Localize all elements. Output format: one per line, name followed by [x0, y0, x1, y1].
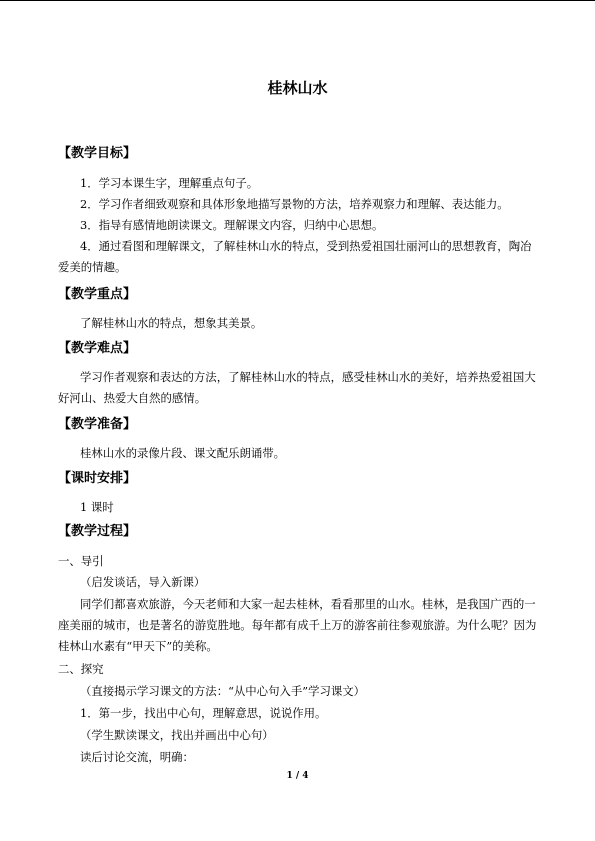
heading-preparation: 【教学准备】: [58, 417, 137, 432]
top-rule: [0, 0, 595, 1]
document-title: 桂林山水: [267, 79, 328, 97]
key-points-text: 了解桂林山水的特点，想象其美景。: [80, 316, 263, 330]
heading-difficulties: 【教学难点】: [58, 341, 137, 356]
objective-item: 3．指导有感情地朗读课文。理解课文内容，归纳中心思想。: [80, 218, 384, 232]
process-paragraph: 同学们都喜欢旅游，今天老师和大家一起去桂林，看看那里的山水。桂林，是我国广西的一座美丽的城市，也是著名的游览胜地。每年都有成千上万的游客前往参观旅游。为什么呢？因为桂林山水素有“甲天下”的美称。: [58, 597, 537, 653]
heading-objectives: 【教学目标】: [58, 146, 137, 161]
page-number: 1 / 4: [286, 771, 309, 781]
objective-item: 4．通过看图和理解课文，了解桂林山水的特点，受到热爱祖国壮丽河山的思想教育，陶冶爱美的情趣。: [58, 239, 532, 274]
objective-item: 2．学习作者细致观察和具体形象地描写景物的方法，培养观察力和理解、表达能力。: [80, 197, 509, 211]
process-line: 读后讨论交流，明确：: [80, 750, 194, 764]
heading-process: 【教学过程】: [58, 524, 137, 539]
heading-key-points: 【教学重点】: [58, 287, 137, 302]
process-line: （学生默读课文，找出并画出中心句）: [80, 728, 274, 742]
schedule-text: 1 课时: [80, 500, 114, 514]
process-line: 1．第一步，找出中心句，理解意思，说说作用。: [80, 706, 327, 720]
process-line: （直接揭示学习课文的方法：“从中心句入手”学习课文）: [80, 684, 366, 698]
objective-item: 1．学习本课生字，理解重点句子。: [80, 176, 259, 190]
heading-schedule: 【课时安排】: [58, 471, 137, 486]
difficulties-text: 学习作者观察和表达的方法，了解桂林山水的特点，感受桂林山水的美好，培养热爱祖国大好河山、热爱大自然的感情。: [58, 370, 536, 405]
process-line: （启发谈话，导入新课）: [80, 575, 206, 589]
preparation-text: 桂林山水的录像片段、课文配乐朗诵带。: [80, 446, 286, 460]
process-section-title: 二、探究: [58, 662, 104, 676]
process-section-title: 一、导引: [58, 554, 104, 568]
